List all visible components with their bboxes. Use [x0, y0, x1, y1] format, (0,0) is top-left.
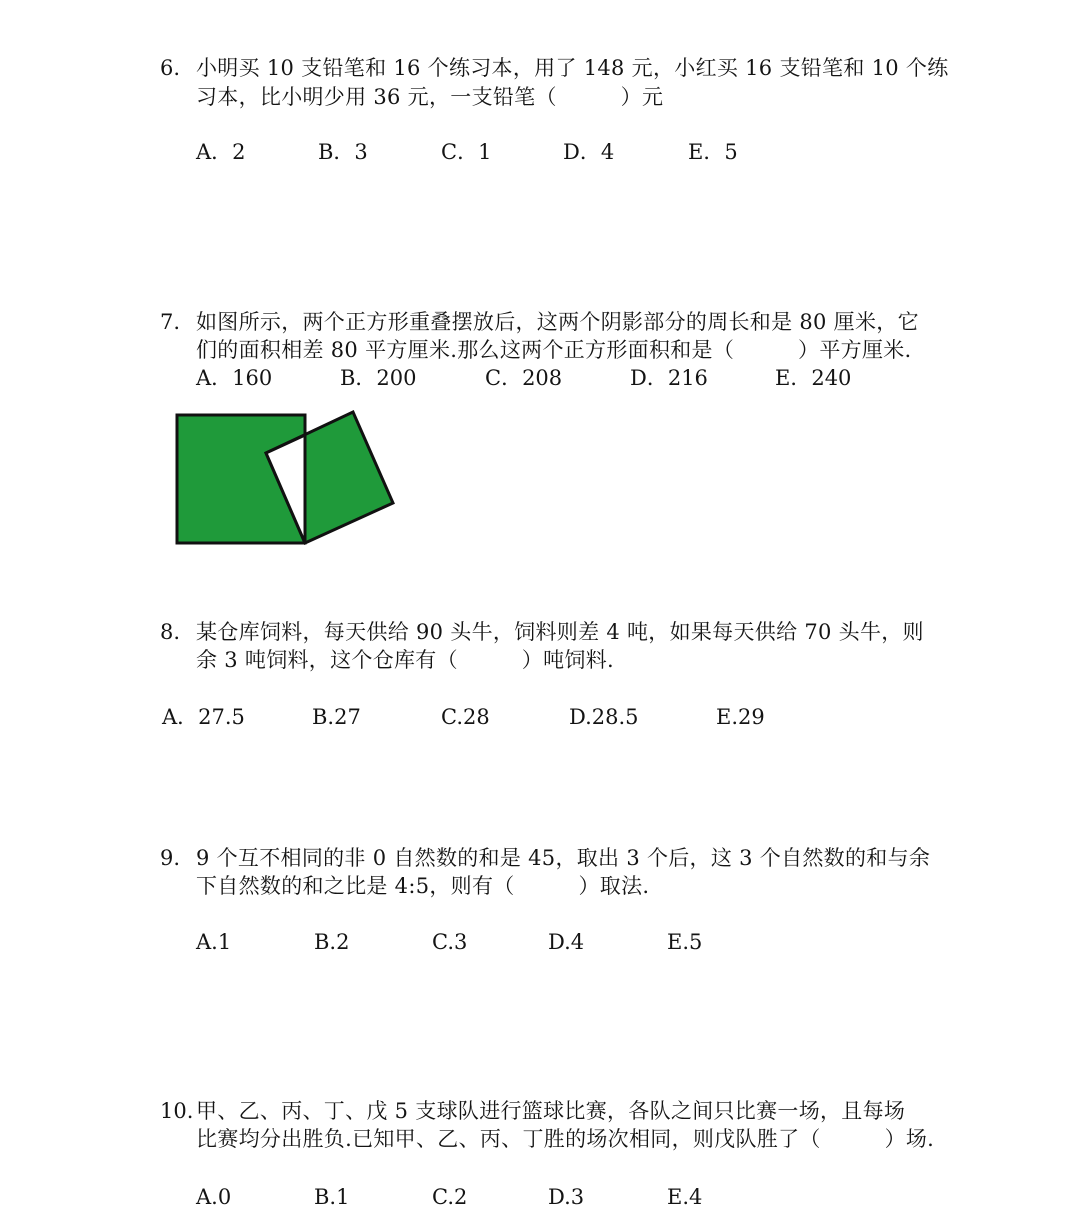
option-a: A.1	[196, 930, 232, 954]
question-number: 7.	[160, 310, 181, 334]
option-a: A．2	[196, 140, 246, 164]
option-c: C.3	[432, 930, 468, 954]
option-b: B.1	[314, 1185, 350, 1209]
option-c: C．1	[441, 140, 492, 164]
option-e: E．5	[688, 140, 738, 164]
option-a: A.0	[196, 1185, 232, 1209]
answer-options	[160, 1183, 920, 1211]
question-text-line-2: 习本，比小明少用 36 元，一支铅笔（ ）元	[196, 85, 664, 109]
option-d: D．4	[563, 140, 615, 164]
option-d: D.28.5	[569, 705, 639, 729]
option-a: A．160	[196, 366, 273, 390]
question-number: 9.	[160, 846, 181, 870]
option-e: E.29	[716, 705, 765, 729]
answer-options	[160, 138, 920, 166]
answer-options	[160, 928, 920, 956]
option-a: A．27.5	[162, 705, 245, 729]
option-d: D.3	[548, 1185, 585, 1209]
question-text-line-2: 下自然数的和之比是 4:5，则有（ ）取法.	[196, 874, 650, 898]
option-d: D.4	[548, 930, 585, 954]
option-e: E．240	[775, 366, 852, 390]
question-text-line-2: 们的面积相差 80 平方厘米.那么这两个正方形面积和是（ ）平方厘米.	[196, 338, 912, 362]
option-d: D．216	[630, 366, 708, 390]
option-c: C.2	[432, 1185, 468, 1209]
question-number: 10.	[160, 1099, 194, 1123]
option-b: B.27	[312, 705, 361, 729]
option-b: B．3	[318, 140, 368, 164]
answer-options	[160, 703, 920, 731]
option-e: E.5	[667, 930, 703, 954]
option-c: C.28	[441, 705, 490, 729]
question-text-line-1: 9 个互不相同的非 0 自然数的和是 45，取出 3 个后，这 3 个自然数的和与余	[196, 846, 931, 870]
question-number: 6.	[160, 56, 181, 80]
question-text-line-1: 如图所示，两个正方形重叠摆放后，这两个阴影部分的周长和是 80 厘米，它	[196, 310, 919, 334]
question-text-line-1: 小明买 10 支铅笔和 16 个练习本，用了 148 元，小红买 16 支铅笔和 10 个练	[196, 56, 949, 80]
question-text-line-1: 某仓库饲料，每天供给 90 头牛，饲料则差 4 吨，如果每天供给 70 头牛，则	[196, 620, 924, 644]
question-text-line-2: 比赛均分出胜负.已知甲、乙、丙、丁胜的场次相同，则戊队胜了（ ）场.	[196, 1127, 935, 1151]
question-text-line-1: 甲、乙、丙、丁、戊 5 支球队进行篮球比赛，各队之间只比赛一场，且每场	[196, 1099, 906, 1123]
answer-options	[160, 364, 920, 392]
overlapping-squares-figure	[170, 405, 410, 555]
option-e: E.4	[667, 1185, 703, 1209]
option-b: B．200	[340, 366, 417, 390]
option-b: B.2	[314, 930, 350, 954]
question-number: 8.	[160, 620, 181, 644]
question-text-line-2: 余 3 吨饲料，这个仓库有（ ）吨饲料.	[196, 648, 614, 672]
option-c: C．208	[485, 366, 563, 390]
